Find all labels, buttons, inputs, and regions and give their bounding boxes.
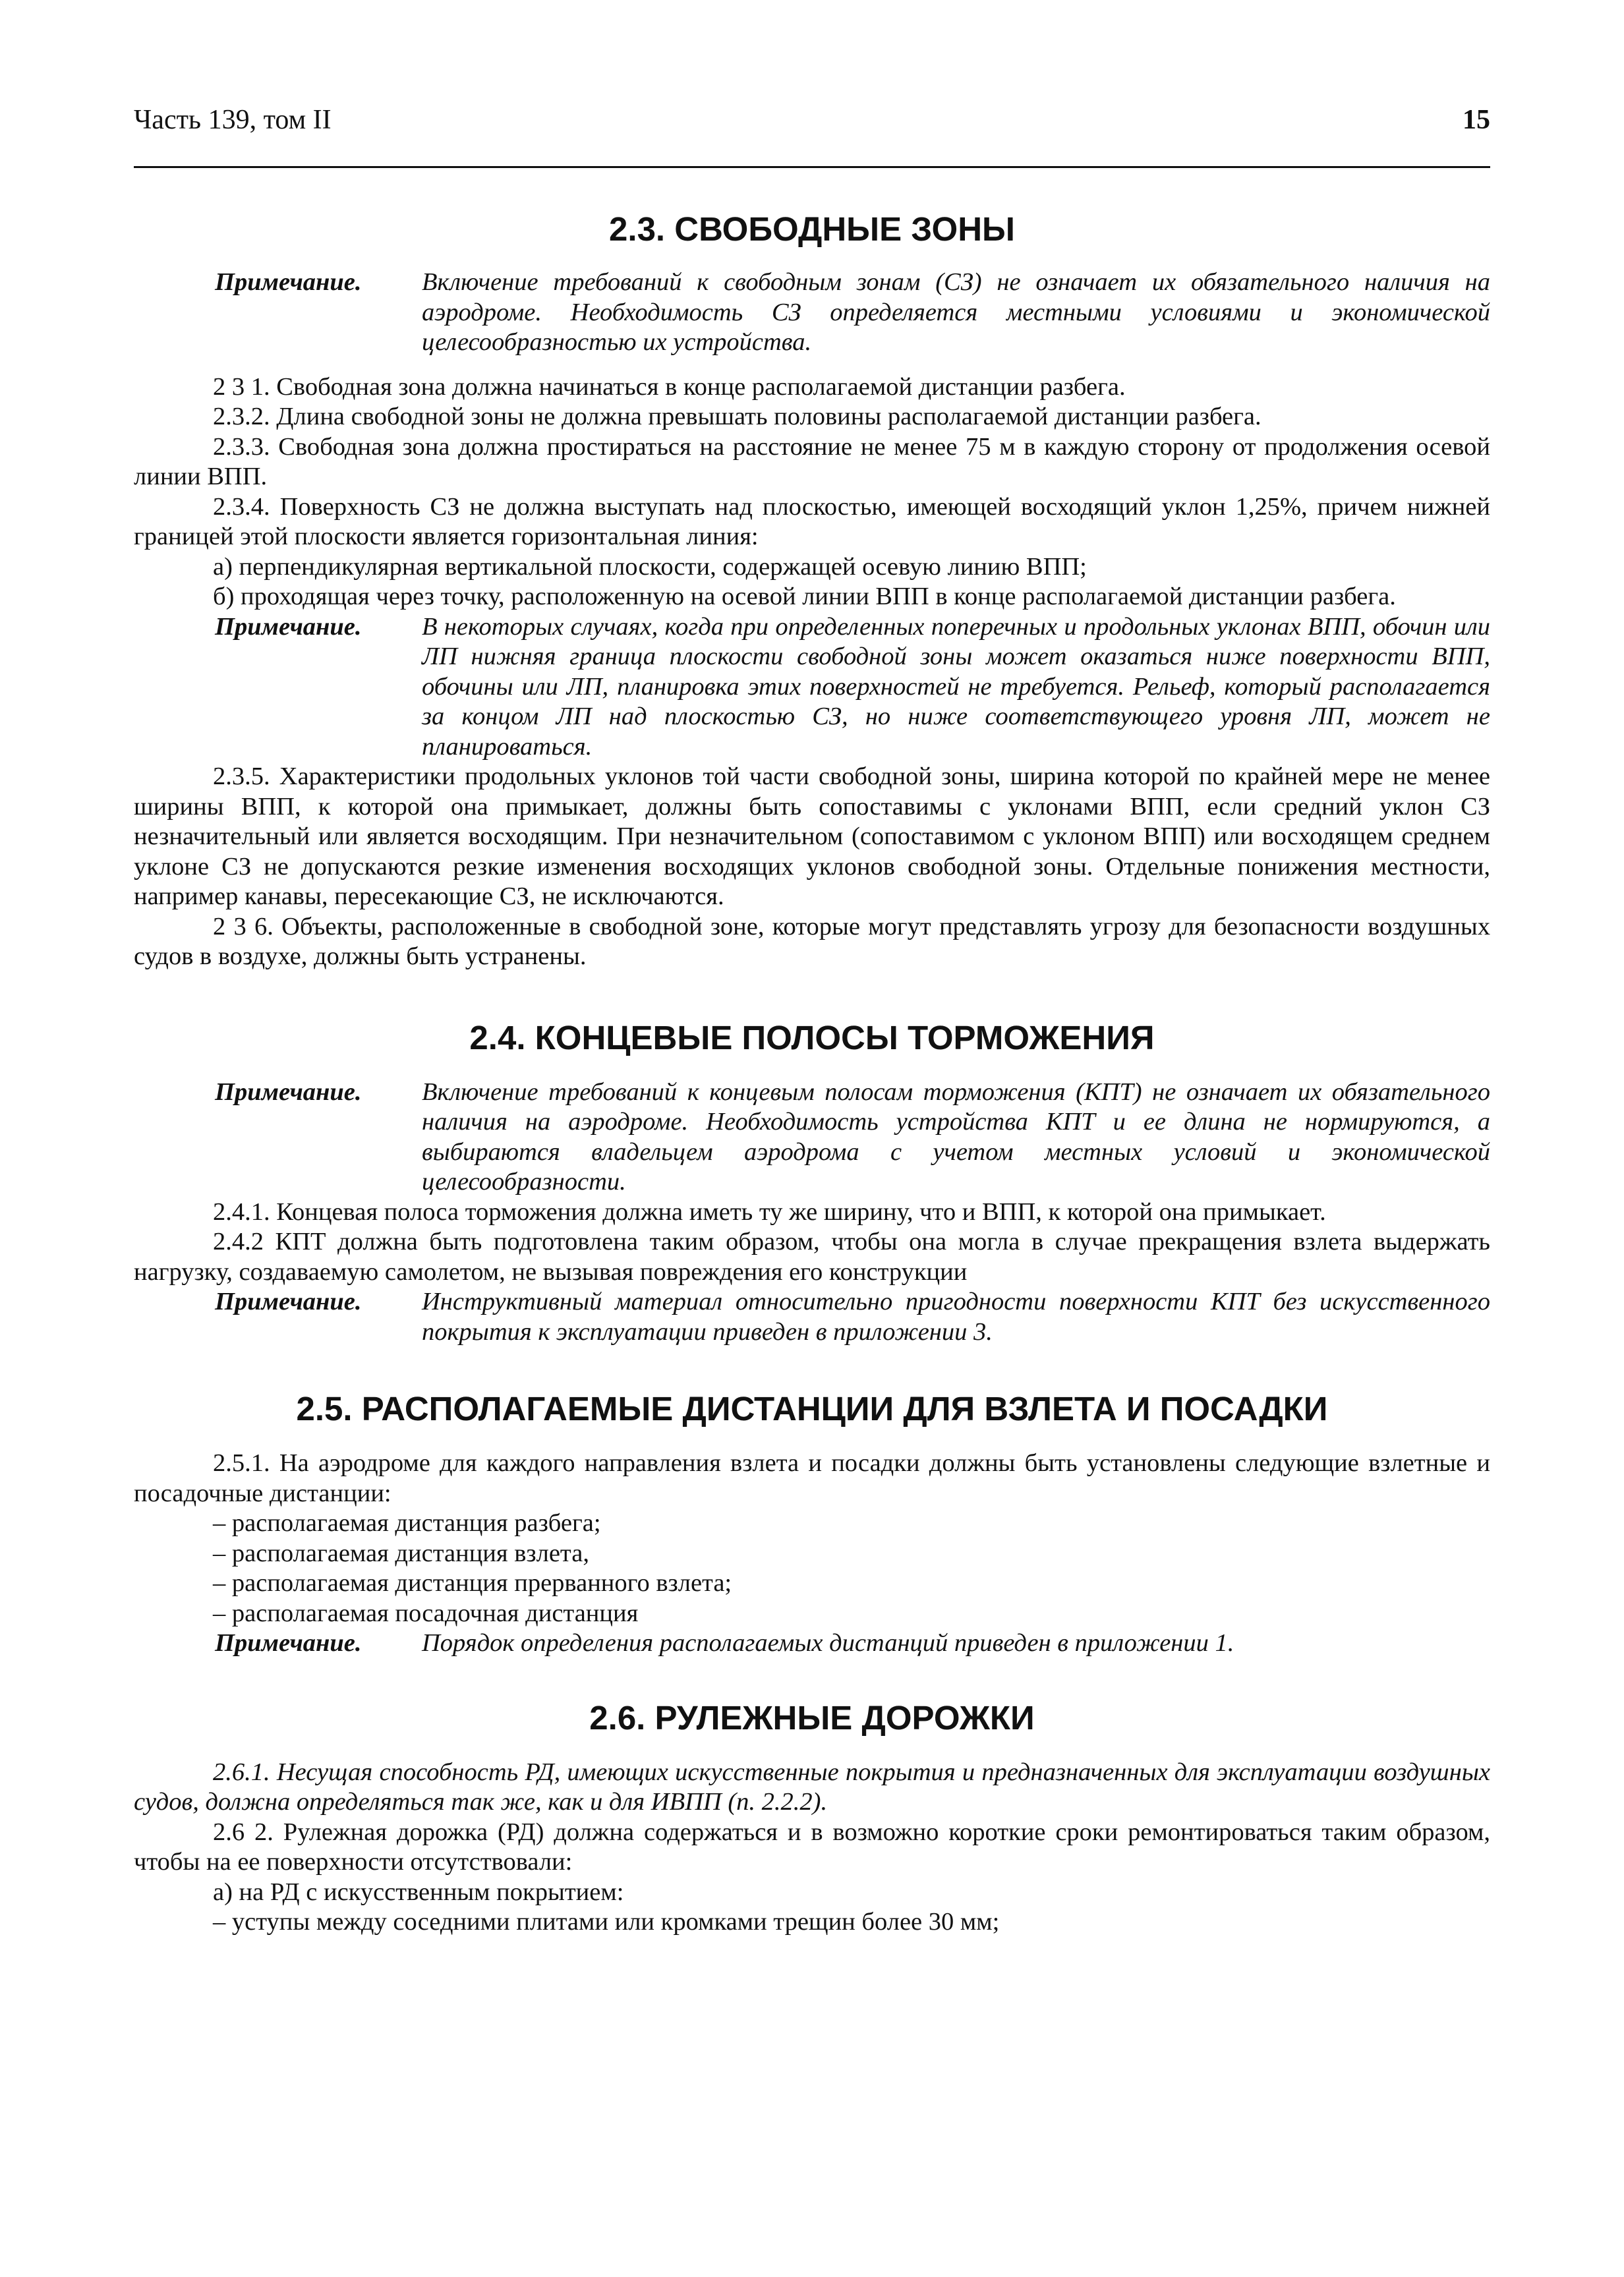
- page-header: [134, 104, 1490, 144]
- list-item-2-6-2-a-1: – уступы между соседними плитами или кромками трещин более 30 мм;: [213, 1908, 1000, 1936]
- list-item: – располагаемая посадочная дистанция: [213, 1599, 639, 1627]
- paragraph-2-3-3: 2.3.3. Свободная зона должна простираться на расстояние не менее 75 м в каждую сторону от продолжения осевой линии ВПП.: [134, 432, 1490, 490]
- list-item: – располагаемая дистанция прерванного взлета;: [213, 1569, 732, 1597]
- note-text: Порядок определения располагаемых дистанций приведен в приложении 1.: [422, 1629, 1234, 1657]
- paragraph-2-3-6: 2 3 6. Объекты, расположенные в свободной зоне, которые могут представлять угрозу для безопасности воздушных судов в воздухе, должны быть устранены.: [134, 912, 1490, 970]
- paragraph-2-3-4: 2.3.4. Поверхность СЗ не должна выступать над плоскостью, имеющей восходящий уклон 1,25%, причем нижней границей этой плоскости является горизонтальная линия:: [134, 492, 1490, 550]
- note-text: Включение требований к концевым полосам торможения (КПТ) не означает их обязательного наличия на аэродроме. Необходимость устройства КПТ и ее длина не нормируются, а выбираются владельцем аэродрома с учетом местных условий и экономической целесообразности.: [422, 1078, 1490, 1196]
- paragraph-2-3-2: 2.3.2. Длина свободной зоны не должна превышать половины располагаемой дистанции разбега.: [213, 403, 1262, 430]
- paragraph-2-4-2: 2.4.2 КПТ должна быть подготовлена таким образом, чтобы она могла в случае прекращения взлета выдержать нагрузку, создаваемую самолетом, не вызывая повреждения его конструкции: [134, 1228, 1490, 1286]
- note-text: В некоторых случаях, когда при определенных поперечных и продольных уклонах ВПП, обочин или ЛП нижняя граница плоскости свободной зоны может оказаться ниже поверхности ВПП, обочины или ЛП, планировка этих поверхностей не требуется. Рельеф, который располагается за концом ЛП над плоскостью СЗ, но ниже соответствующего уровня ЛП, может не планироваться.: [422, 612, 1490, 761]
- page-number: 15: [1463, 105, 1490, 135]
- paragraph-2-5-1: 2.5.1. На аэродроме для каждого направления взлета и посадки должны быть установлены следующие взлетные и посадочные дистанции:: [134, 1449, 1490, 1507]
- list-item: – располагаемая дистанция взлета,: [213, 1539, 589, 1567]
- list-item-2-3-4-b: б) проходящая через точку, расположенную на осевой линии ВПП в конце располагаемой дистанции разбега.: [213, 583, 1396, 610]
- list-item-2-3-4-a: а) перпендикулярная вертикальной плоскости, содержащей осевую линию ВПП;: [213, 552, 1087, 581]
- note-text: Инструктивный материал относительно пригодности поверхности КПТ без искусственного покрытия к эксплуатации приведен в приложении 3.: [422, 1288, 1490, 1346]
- note-label: Примечание.: [215, 1078, 362, 1106]
- section-title-2-3: 2.3. СВОБОДНЫЕ ЗОНЫ: [609, 210, 1015, 248]
- header-divider: [134, 166, 1490, 168]
- note-text: Включение требований к свободным зонам (СЗ) не означает их обязательного наличия на аэродроме. Необходимость СЗ определяется местными условиями и экономической целесообразностью их устройства.: [422, 268, 1490, 356]
- section-title-2-6: 2.6. РУЛЕЖНЫЕ ДОРОЖКИ: [589, 1698, 1035, 1737]
- list-item-2-6-2-a: а) на РД с искусственным покрытием:: [213, 1878, 624, 1906]
- section-title-2-5: 2.5. РАСПОЛАГАЕМЫЕ ДИСТАНЦИИ ДЛЯ ВЗЛЕТА И ПОСАДКИ: [296, 1390, 1328, 1427]
- note-2-3-intro: [134, 268, 1490, 358]
- note-2-3-4: [134, 612, 1490, 763]
- note-2-4-2: [134, 1287, 1490, 1347]
- note-label: Примечание.: [215, 1629, 362, 1657]
- paragraph-2-3-5: 2.3.5. Характеристики продольных уклонов той части свободной зоны, ширина которой по крайней мере не менее ширины ВПП, к которой она примыкает, должны быть сопоставимы с уклонами ВПП, если средний уклон СЗ незначительный или является восходящим. При незначительном (сопоставимом с уклоном ВПП) или восходящем среднем уклоне СЗ не допускаются резкие изменения восходящих уклонов свободной зоны. Отдельные понижения местности, например канавы, пересекающие СЗ, не исключаются.: [134, 763, 1490, 910]
- page-content: [134, 210, 1490, 1938]
- note-label: Примечание.: [215, 268, 362, 296]
- note-2-4-intro: [134, 1078, 1490, 1197]
- paragraph-2-6-2: 2.6 2. Рулежная дорожка (РД) должна содержаться и в возможно короткие сроки ремонтироваться таким образом, чтобы на ее поверхности отсутствовали:: [134, 1818, 1490, 1876]
- paragraph-2-4-1: 2.4.1. Концевая полоса торможения должна иметь ту же ширину, что и ВПП, к которой она примыкает.: [213, 1197, 1326, 1226]
- note-2-5: [134, 1628, 1490, 1659]
- note-label: Примечание.: [215, 612, 362, 641]
- paragraph-2-6-1-text: 2.6.1. Несущая способность РД, имеющих искусственные покрытия и предназначенных для эксплуатации воздушных судов, должна определяться так же, как и для ИВПП (п. 2.2.2).: [134, 1758, 1490, 1816]
- header-part-volume: Часть 139, том II: [134, 105, 332, 135]
- paragraph-2-3-1: 2 3 1. Свободная зона должна начинаться в конце располагаемой дистанции разбега.: [213, 372, 1126, 401]
- section-title-2-4: 2.4. КОНЦЕВЫЕ ПОЛОСЫ ТОРМОЖЕНИЯ: [469, 1018, 1155, 1056]
- list-item: – располагаемая дистанция разбега;: [213, 1509, 601, 1537]
- paragraph-2-6-1: [134, 1758, 1490, 1818]
- note-label: Примечание.: [215, 1288, 362, 1315]
